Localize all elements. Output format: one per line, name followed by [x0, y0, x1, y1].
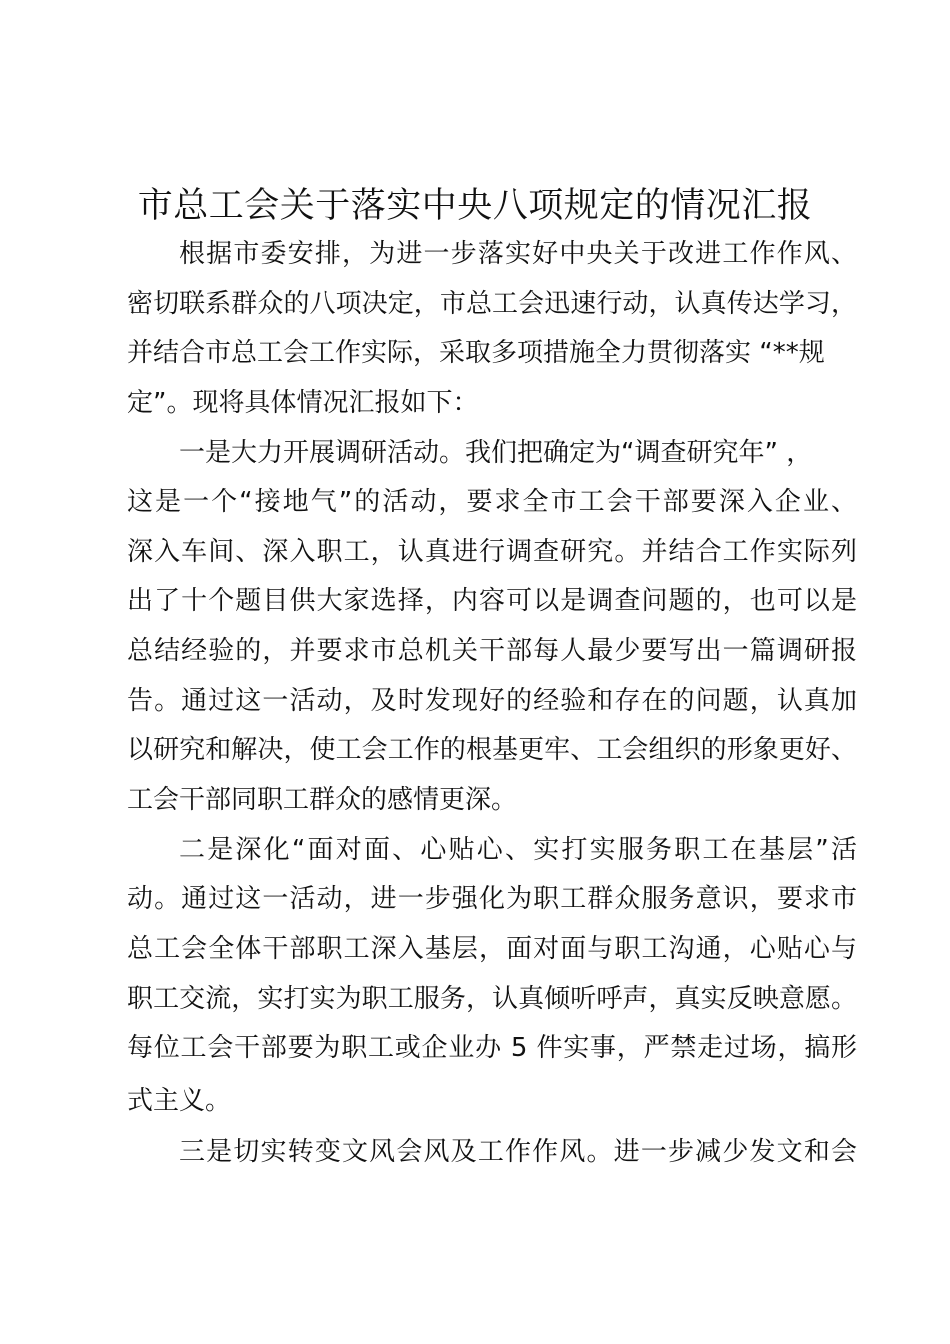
paragraph-line: 三是切实转变文风会风及工作作风。进一步减少发文和会	[179, 1136, 857, 1167]
paragraph-line: 二是深化“面对面、心贴心、实打实服务职工在基层”活	[179, 834, 857, 865]
paragraph-line: 以研究和解决，使工会工作的根基更牢、工会组织的形象更好、	[127, 735, 857, 766]
paragraph-line: 动。通过这一活动，进一步强化为职工群众服务意识，要求市	[127, 884, 857, 915]
paragraph-line: 式主义。	[127, 1085, 232, 1116]
paragraph-line: 总结经验的，并要求市总机关干部每人最少要写出一篇调研报	[127, 636, 857, 667]
document-title: 市总工会关于落实中央八项规定的情况汇报	[137, 186, 813, 226]
paragraph-line: 密切联系群众的八项决定，市总工会迅速行动，认真传达学习，	[127, 288, 857, 319]
paragraph-line: 出了十个题目供大家选择，内容可以是调查问题的，也可以是	[127, 586, 857, 617]
paragraph-line: 职工交流，实打实为职工服务，认真倾听呼声，真实反映意愿。	[127, 983, 857, 1014]
paragraph-line: 并结合市总工会工作实际，采取多项措施全力贯彻落实 “**规	[127, 338, 825, 369]
paragraph-line: 定”。现将具体情况汇报如下：	[127, 387, 479, 418]
paragraph-line: 告。通过这一活动，及时发现好的经验和存在的问题，认真加	[127, 685, 857, 716]
paragraph-line: 工会干部同职工群众的感情更深。	[127, 785, 518, 816]
paragraph-line: 这是一个“接地气”的活动，要求全市工会干部要深入企业、	[127, 487, 857, 518]
document-body	[127, 230, 857, 1178]
paragraph-line: 根据市委安排，为进一步落实好中央关于改进工作作风、	[179, 239, 857, 269]
paragraph-line: 每位工会干部要为职工或企业办 5 件实事，严禁走过场，搞形	[127, 1033, 857, 1064]
paragraph-line: 总工会全体干部职工深入基层，面对面与职工沟通，心贴心与	[127, 933, 857, 964]
paragraph-line: 一是大力开展调研活动。我们把确定为“调查研究年” ，	[179, 437, 813, 468]
paragraph-line: 深入车间、深入职工，认真进行调查研究。并结合工作实际列	[127, 536, 857, 567]
